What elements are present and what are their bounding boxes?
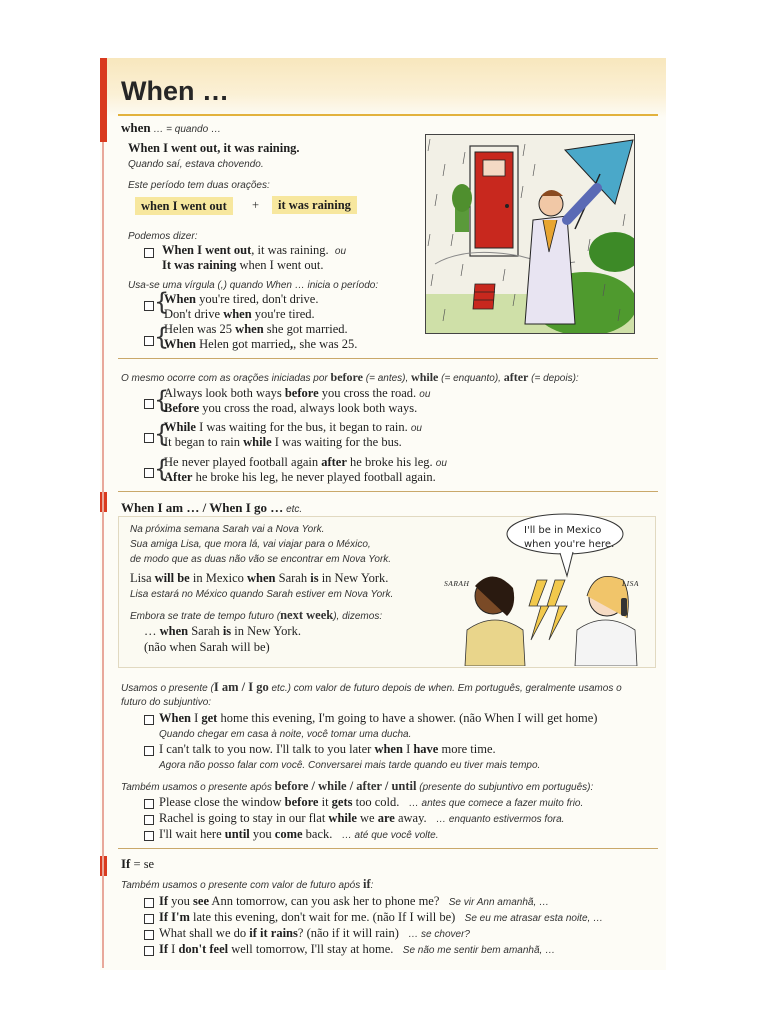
note-two-clauses: Este período tem duas orações: [128, 180, 270, 191]
sentence-when-i-get-home: When I get home this evening, I'm going to have a shower. (não When I will get home) [159, 711, 598, 725]
brace: { [154, 323, 170, 351]
bullet-box [144, 433, 154, 443]
margin-marker [100, 58, 107, 142]
context-line-3: de modo que as duas não vão se encontrar em Nova York. [130, 554, 392, 565]
speech-bubble-line-1: I'll be in Mexico [524, 525, 602, 536]
section-when-i-am-heading: When I am … / When I go … etc. [121, 500, 303, 515]
bullet-box [144, 399, 154, 409]
context-line-2: Sua amiga Lisa, que mora lá, vai viajar para o México, [130, 539, 371, 550]
bullet-box [144, 248, 154, 258]
section-divider [118, 848, 658, 849]
sentence-talk-later-pt: Agora não posso falar com você. Conversarei mais tarde quando eu tiver mais tempo. [159, 760, 541, 771]
bullet-box [144, 831, 154, 841]
sentence-helen-2: When Helen got married,, she was 25. [164, 337, 358, 351]
brace: { [154, 455, 170, 483]
clause-one: when I went out [135, 199, 233, 214]
sentence-while-2: It began to rain while I was waiting for the bus. [164, 435, 402, 449]
sentence-after-1: He never played football again after he broke his leg. ou [164, 455, 447, 469]
sentence-tired-1: When you're tired, don't drive. [164, 292, 319, 306]
present-future-intro-1: Usamos o presente (I am / I go etc.) com valor de futuro depois de when. Em português, geralmente usamos o [121, 680, 622, 694]
title-rule [118, 114, 658, 116]
present-future-intro-2: futuro do subjuntivo: [121, 697, 212, 708]
note-future: Embora se trate de tempo futuro (next week), dizemos: [130, 608, 383, 622]
bullet-box [144, 930, 154, 940]
note-comma: Usa-se uma vírgula (,) quando When … inicia o período: [128, 280, 379, 291]
label-lisa: LISA [622, 579, 639, 588]
margin-line [102, 142, 104, 968]
note-we-can-say: Podemos dizer: [128, 231, 198, 242]
section-divider [118, 491, 658, 492]
sentence-lisa-will-be: Lisa will be in Mexico when Sarah is in New York. [130, 571, 389, 585]
sentence-when-went-out: When I went out, it was raining. ou [162, 243, 347, 257]
sentence-helen-1: Helen was 25 when she got married. [164, 322, 348, 336]
bullet-box [144, 468, 154, 478]
section-when-heading: when … = quando … [121, 120, 221, 135]
sentence-if-late: If I'm late this evening, don't wait for me. (não If I will be) Se eu me atrasar esta noite, … [159, 910, 604, 924]
label-sarah: SARAH [444, 579, 470, 588]
sentence-talk-later: I can't talk to you now. I'll talk to you later when I have more time. [159, 742, 496, 756]
sentence-if-see-ann: If you see Ann tomorrow, can you ask her to phone me? Se vir Ann amanhã, … [159, 894, 549, 908]
sentence-if-rains: What shall we do if it rains? (não if it will rain) … se chover? [159, 926, 470, 940]
sentence-when-i-get-home-pt: Quando chegar em casa à noite, você tomar uma ducha. [159, 729, 412, 740]
sentence-not-will-be: (não when Sarah will be) [144, 640, 270, 654]
sentence-lisa-translation: Lisa estará no México quando Sarah estiver em Nova York. [130, 589, 394, 600]
bullet-box [144, 815, 154, 825]
sentence-while-1: While I was waiting for the bus, it began to rain. ou [164, 420, 422, 434]
sentence-before-1: Always look both ways before you cross the road. ou [164, 386, 431, 400]
section-if-heading: If = se [121, 856, 155, 871]
sentence-close-window: Please close the window before it gets too cold. … antes que comece a fazer muito frio. [159, 795, 584, 809]
sentence-it-was-raining: It was raining when I went out. [162, 258, 324, 272]
sentence-wait-here: I'll wait here until you come back. … até que você volte. [159, 827, 439, 841]
if-intro: Também usamos o presente com valor de futuro após if: [121, 877, 374, 891]
page-title: When … [121, 76, 229, 106]
speech-bubble-line-2: when you're here. [524, 539, 615, 550]
before-while-after-intro: O mesmo ocorre com as orações iniciadas por before (= antes), while (= enquanto), after (= depois): [121, 370, 579, 384]
sentence-after-2: After he broke his leg, he never played football again. [164, 470, 436, 484]
bullet-box [144, 301, 154, 311]
textbook-page [100, 58, 666, 970]
bullet-box [144, 946, 154, 956]
before-while-until-intro: Também usamos o presente após before / while / after / until (presente do subjuntivo em português): [121, 779, 594, 793]
rain-illustration [425, 134, 635, 334]
bullet-box [144, 336, 154, 346]
bullet-box [144, 746, 154, 756]
example-translation: Quando saí, estava chovendo. [128, 159, 264, 170]
sentence-before-2: Before you cross the road, always look both ways. [164, 401, 418, 415]
brace: { [154, 420, 170, 448]
sentence-when-sarah-is: … when Sarah is in New York. [144, 624, 301, 638]
clause-two: it was raining [272, 198, 357, 213]
bullet-box [144, 799, 154, 809]
brace: { [154, 386, 170, 414]
sentence-if-dont-feel: If I don't feel well tomorrow, I'll stay at home. Se não me sentir bem amanhã, … [159, 942, 556, 956]
bullet-box [144, 898, 154, 908]
example-when-went-out: When I went out, it was raining. [128, 141, 300, 155]
sentence-rachel: Rachel is going to stay in our flat while we are away. … enquanto estivermos fora. [159, 811, 565, 825]
section-divider [118, 358, 658, 359]
brace: { [154, 288, 170, 316]
plus-sign: + [252, 198, 260, 212]
bullet-box [144, 914, 154, 924]
sentence-tired-2: Don't drive when you're tired. [164, 307, 315, 321]
bullet-box [144, 715, 154, 725]
context-line-1: Na próxima semana Sarah vai a Nova York. [130, 524, 325, 535]
